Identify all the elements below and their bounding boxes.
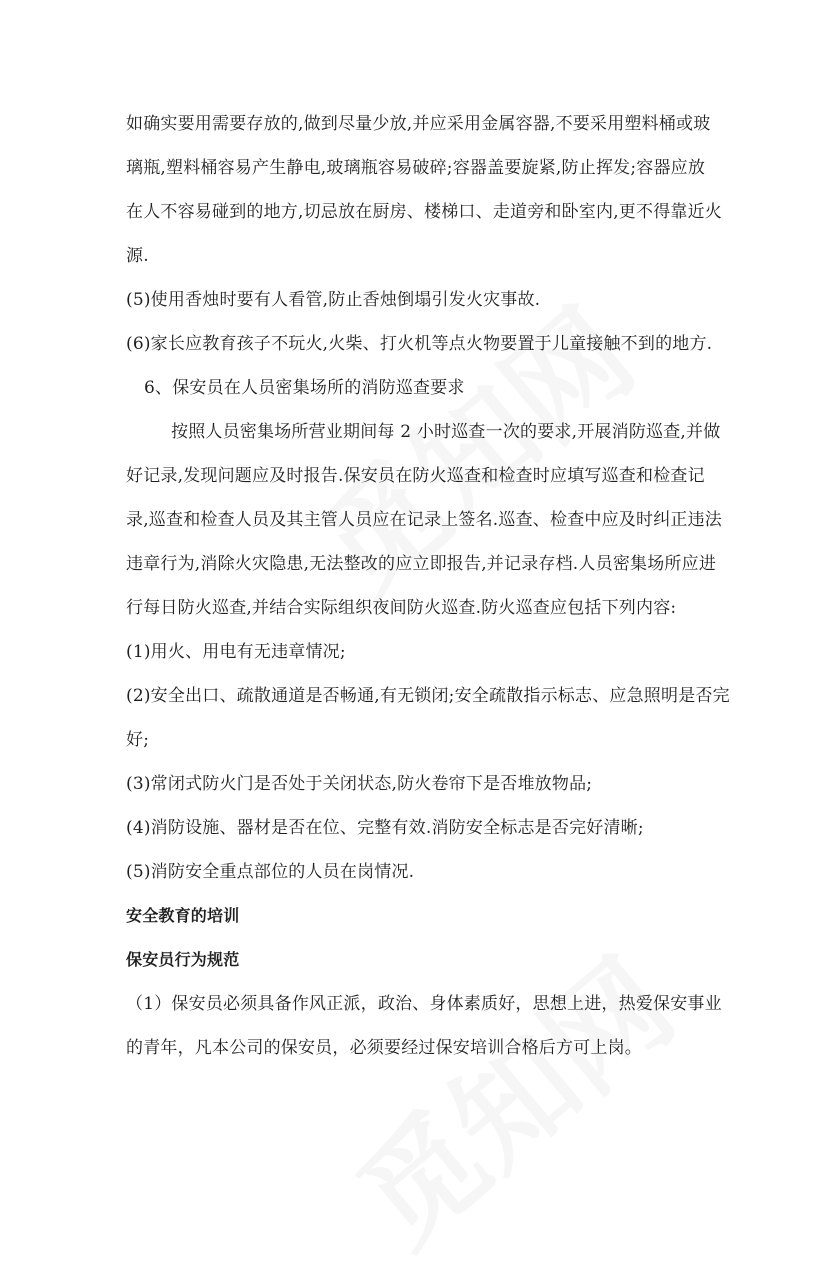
body-text-line: 在人不容易碰到的地方,切忌放在厨房、楼梯口、走道旁和卧室内,更不得靠近火: [126, 202, 723, 222]
list-item: (5)使用香烛时要有人看管,防止香烛倒塌引发火灾事故.: [126, 290, 541, 310]
list-item: (2)安全出口、疏散通道是否畅通,有无锁闭;安全疏散指示标志、应急照明是否完: [126, 686, 730, 706]
list-item: (6)家长应教育孩子不玩火,火柴、打火机等点火物要置于儿童接触不到的地方.: [126, 334, 713, 354]
body-text-line: 如确实要用需要存放的,做到尽量少放,并应采用金属容器,不要采用塑料桶或玻: [126, 114, 711, 134]
body-text-line: 源.: [126, 246, 149, 266]
body-text-line: 好记录,发现问题应及时报告.保安员在防火巡查和检查时应填写巡查和检查记: [126, 466, 705, 486]
list-item: (5)消防安全重点部位的人员在岗情况.: [126, 862, 415, 882]
body-text-line: 违章行为,消除火灾隐患,无法整改的应立即报告,并记录存档.人员密集场所应进: [126, 554, 717, 574]
body-text-line: 璃瓶,塑料桶容易产生静电,玻璃瓶容易破碎;容器盖要旋紧,防止挥发;容器应放: [126, 158, 706, 178]
watermark: [317, 914, 703, 1277]
body-text-line: （1）保安员必须具备作风正派，政治、身体素质好，思想上进，热爱保安事业: [126, 994, 722, 1014]
section-title: 安全教育的培训: [126, 906, 240, 925]
list-item: (3)常闭式防火门是否处于关闭状态,防火卷帘下是否堆放物品;: [126, 774, 593, 794]
section-title: 保安员行为规范: [126, 950, 240, 969]
body-text-line: 录,巡查和检查人员及其主管人员应在记录上签名.巡查、检查中应及时纠正违法: [126, 510, 723, 530]
section-heading: 6、保安员在人员密集场所的消防巡查要求: [144, 378, 465, 398]
list-item: (4)消防设施、器材是否在位、完整有效.消防安全标志是否完好清晰;: [126, 818, 644, 838]
body-text-line: 按照人员密集场所营业期间每 2 小时巡查一次的要求,开展消防巡查,并做: [171, 422, 721, 442]
list-item: 好;: [126, 730, 150, 750]
list-item: (1)用火、用电有无违章情况;: [126, 642, 346, 662]
body-text-line: 的青年，凡本公司的保安员，必须要经过保安培训合格后方可上岗。: [126, 1038, 642, 1058]
body-text-line: 行每日防火巡查,并结合实际组织夜间防火巡查.防火巡查应包括下列内容:: [126, 598, 677, 618]
